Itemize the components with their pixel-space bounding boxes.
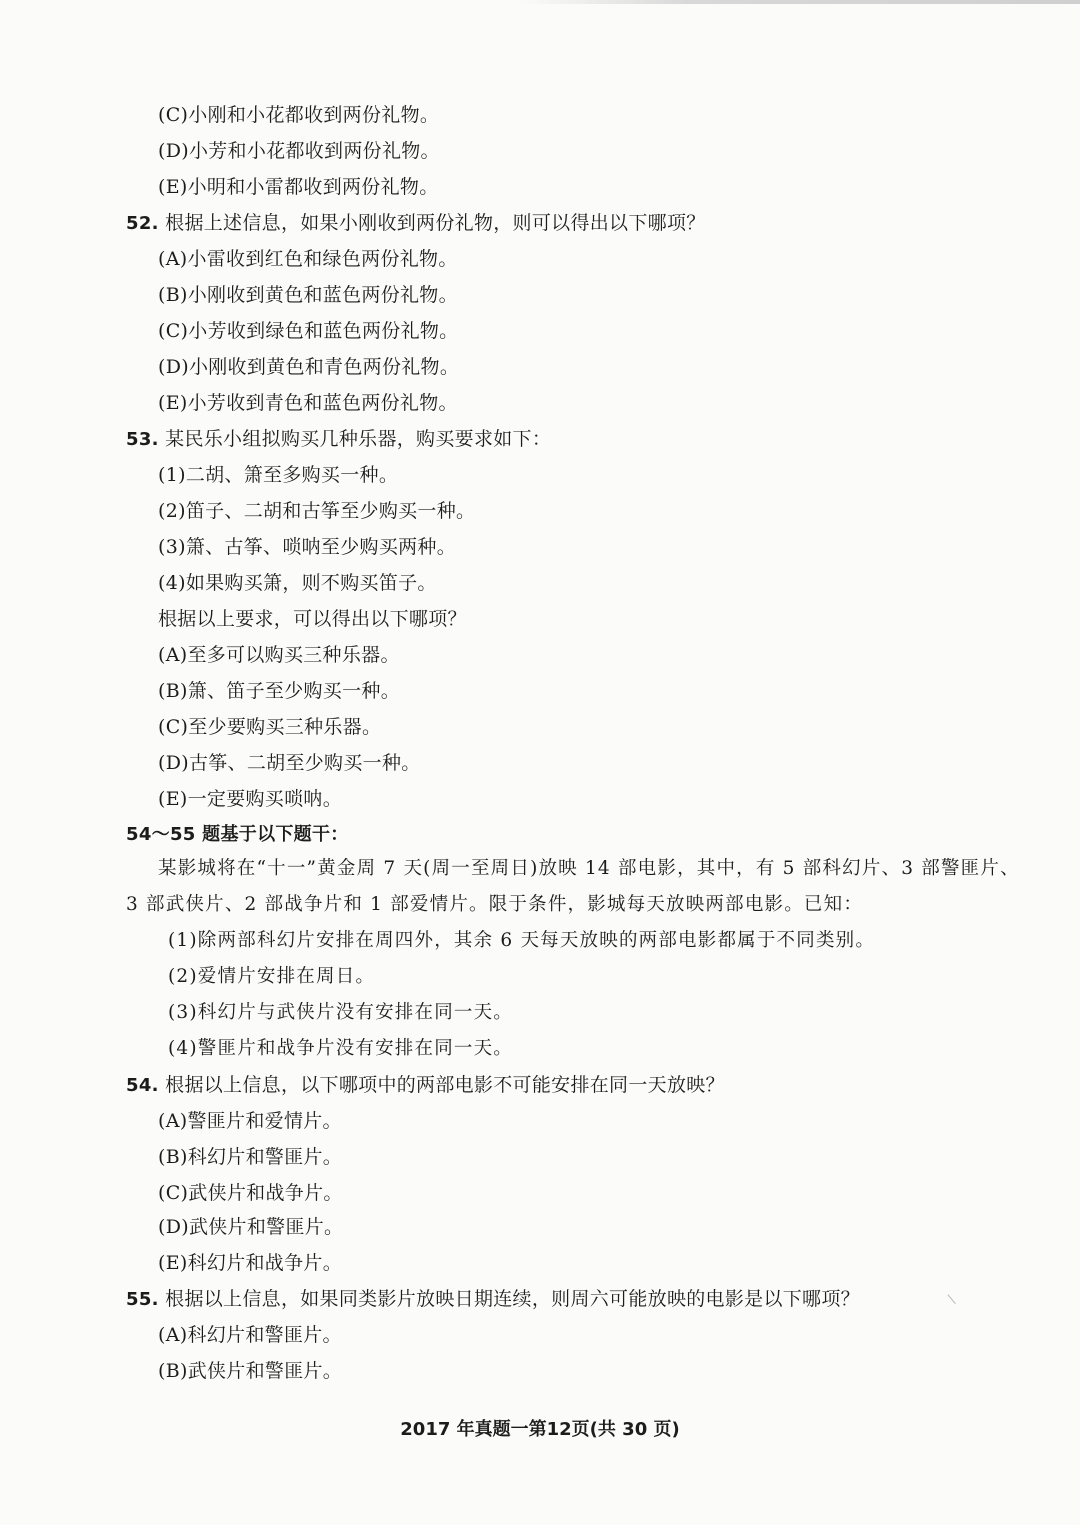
q54-option-a: (A)警匪片和爱情片。 bbox=[158, 1110, 342, 1132]
page-footer: 2017 年真题一第12页(共 30 页) bbox=[400, 1419, 680, 1440]
q53-question: 根据以上要求，可以得出以下哪项？ bbox=[158, 608, 467, 630]
q53-option-b: (B)箫、笛子至少购买一种。 bbox=[158, 680, 400, 702]
q53-option-d: (D)古筝、二胡至少购买一种。 bbox=[158, 752, 421, 774]
q55-stem-text: 根据以上信息，如果同类影片放映日期连续，则周六可能放映的电影是以下哪项？ bbox=[165, 1288, 860, 1310]
q54-option-c: (C)武侠片和战争片。 bbox=[158, 1182, 343, 1204]
group-paragraph-line-1: 某影城将在“十一”黄金周 7 天(周一至周日)放映 14 部电影，其中，有 5 部科幻片、3 部警匪片、 bbox=[158, 858, 1020, 879]
group-header: 54～55 题基于以下题干： bbox=[126, 824, 349, 845]
q53-condition-3: (3)箫、古筝、唢呐至少购买两种。 bbox=[158, 536, 457, 558]
q53-option-e: (E)一定要购买唢呐。 bbox=[158, 788, 342, 810]
q53-option-a: (A)至多可以购买三种乐器。 bbox=[158, 644, 400, 666]
q54-option-e: (E)科幻片和战争片。 bbox=[158, 1252, 342, 1274]
scan-mark bbox=[947, 1288, 963, 1304]
q51-option-c: (C)小刚和小花都收到两份礼物。 bbox=[158, 104, 440, 126]
q52-number: 52. bbox=[126, 213, 159, 234]
q53-stem-text: 某民乐小组拟购买几种乐器，购买要求如下： bbox=[165, 428, 552, 450]
q52-option-b: (B)小刚收到黄色和蓝色两份礼物。 bbox=[158, 284, 458, 306]
q52-stem bbox=[126, 210, 706, 237]
group-condition-1: (1)除两部科幻片安排在周四外，其余 6 天每天放映的两部电影都属于不同类别。 bbox=[168, 930, 876, 951]
q54-stem-text: 根据以上信息，以下哪项中的两部电影不可能安排在同一天放映？ bbox=[165, 1074, 725, 1096]
q55-option-b: (B)武侠片和警匪片。 bbox=[158, 1360, 343, 1382]
q53-condition-1: (1)二胡、箫至多购买一种。 bbox=[158, 464, 399, 486]
q54-option-d: (D)武侠片和警匪片。 bbox=[158, 1216, 344, 1238]
group-condition-4: (4)警匪片和战争片没有安排在同一天。 bbox=[168, 1038, 514, 1059]
q55-option-a: (A)科幻片和警匪片。 bbox=[158, 1324, 342, 1346]
group-condition-3: (3)科幻片与武侠片没有安排在同一天。 bbox=[168, 1002, 514, 1023]
q51-option-d: (D)小芳和小花都收到两份礼物。 bbox=[158, 140, 440, 162]
q55-number: 55. bbox=[126, 1289, 159, 1310]
q53-stem bbox=[126, 426, 551, 453]
q52-option-a: (A)小雷收到红色和绿色两份礼物。 bbox=[158, 248, 458, 270]
q53-condition-4: (4)如果购买箫，则不购买笛子。 bbox=[158, 572, 437, 594]
group-paragraph-line-2: 3 部武侠片、2 部战争片和 1 部爱情片。限于条件，影城每天放映两部电影。已知： bbox=[126, 894, 864, 915]
scan-edge bbox=[520, 0, 1080, 4]
q54-stem bbox=[126, 1072, 725, 1099]
q52-option-d: (D)小刚收到黄色和青色两份礼物。 bbox=[158, 356, 460, 378]
q54-number: 54. bbox=[126, 1075, 159, 1096]
q52-option-c: (C)小芳收到绿色和蓝色两份礼物。 bbox=[158, 320, 459, 342]
q52-stem-text: 根据上述信息，如果小刚收到两份礼物，则可以得出以下哪项？ bbox=[165, 212, 706, 234]
q54-option-b: (B)科幻片和警匪片。 bbox=[158, 1146, 343, 1168]
group-condition-2: (2)爱情片安排在周日。 bbox=[168, 966, 376, 987]
q53-option-c: (C)至少要购买三种乐器。 bbox=[158, 716, 382, 738]
q51-option-e: (E)小明和小雷都收到两份礼物。 bbox=[158, 176, 439, 198]
q52-option-e: (E)小芳收到青色和蓝色两份礼物。 bbox=[158, 392, 458, 414]
q53-number: 53. bbox=[126, 429, 159, 450]
q53-condition-2: (2)笛子、二胡和古筝至少购买一种。 bbox=[158, 500, 476, 522]
q55-stem bbox=[126, 1286, 860, 1313]
